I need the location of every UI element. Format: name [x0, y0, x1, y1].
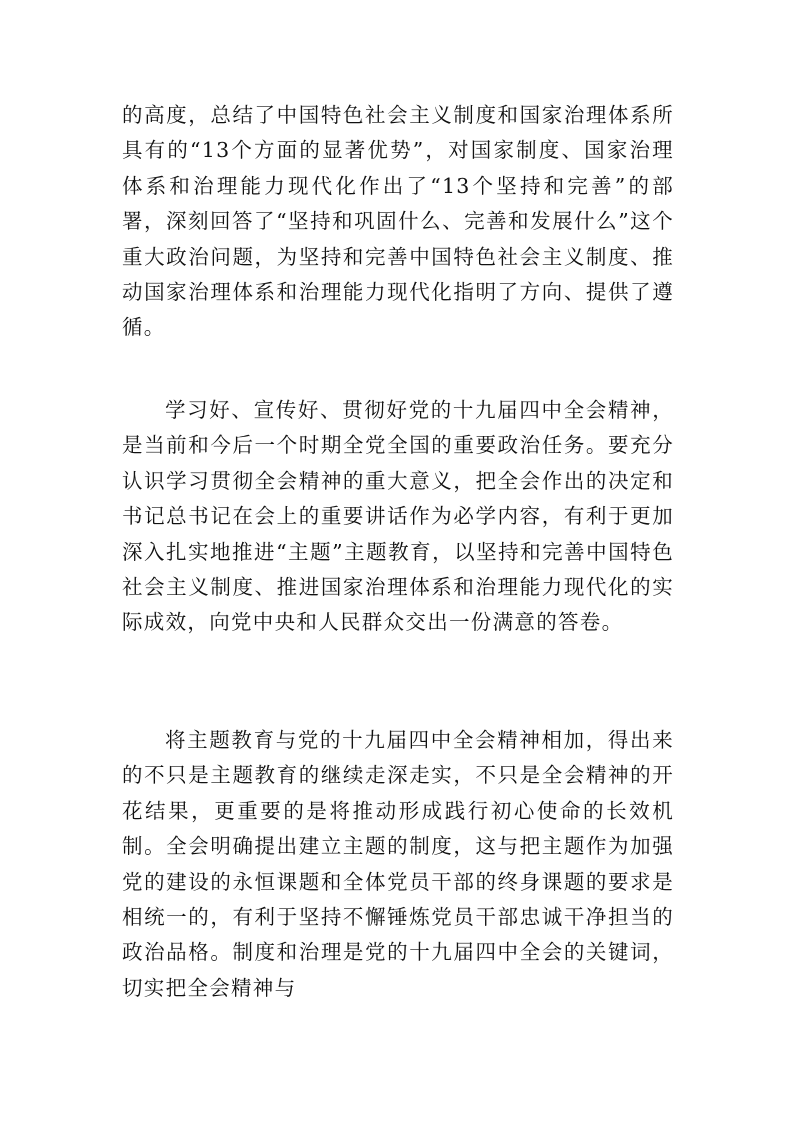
paragraph-3: 将主题教育与党的十九届四中全会精神相加，得出来的不只是主题教育的继续走深走实，不只是全会精神的开花结果，更重要的是将推动形成践行初心使命的长效机制。全会明确提出建立主题的制度，这与把主题作为加强党的建设的永恒课题和全体党员干部的终身课题的要求是相统一的，有利于坚持不懈锤炼党员干部忠诚干净担当的政治品格。制度和治理是党的十九届四中全会的关键词，切实把全会精神与 [122, 728, 674, 1000]
paragraph-2: 学习好、宣传好、贯彻好党的十九届四中全会精神，是当前和今后一个时期全党全国的重要政治任务。要充分认识学习贯彻全会精神的重大意义，把全会作出的决定和书记总书记在会上的重要讲话作为必学内容，有利于更加深入扎实地推进“主题”主题教育，以坚持和完善中国特色社会主义制度、推进国家治理体系和治理能力现代化的实际成效，向党中央和人民群众交出一份满意的答卷。 [122, 398, 674, 635]
paragraph-1: 的高度，总结了中国特色社会主义制度和国家治理体系所具有的“13个方面的显著优势”，对国家制度、国家治理体系和治理能力现代化作出了“13个坚持和完善”的部署，深刻回答了“坚持和巩固什么、完善和发展什么”这个重大政治问题，为坚持和完善中国特色社会主义制度、推动国家治理体系和治理能力现代化指明了方向、提供了遵循。 [122, 103, 674, 340]
